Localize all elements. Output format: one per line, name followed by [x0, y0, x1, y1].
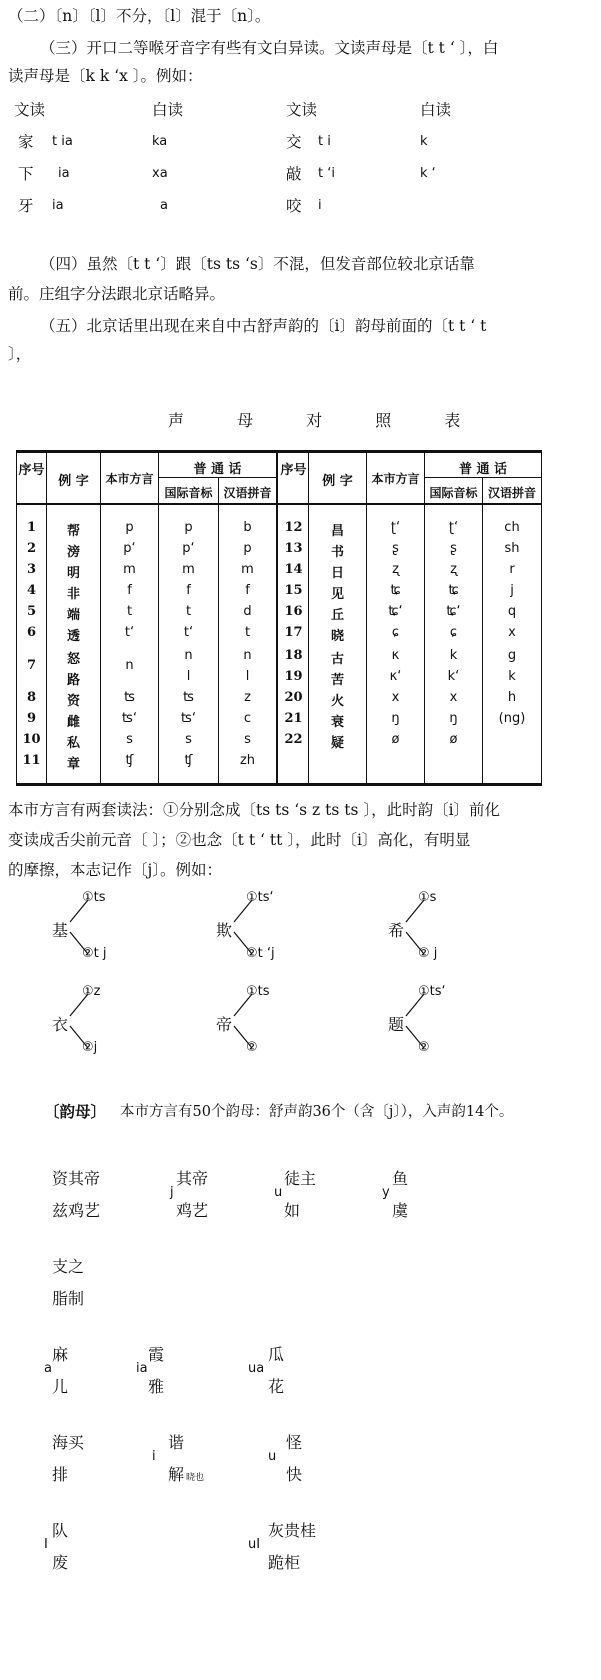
tree-char: 衣	[52, 1015, 69, 1034]
wenbai-header-3: 文读	[286, 101, 318, 119]
readings-line3: 的摩擦，本志记作〔j〕。例如：	[8, 861, 223, 879]
table-cell-pinyin: f	[245, 583, 250, 598]
table-cell-number: 16	[284, 604, 303, 619]
table-cell-pinyin: x	[508, 625, 516, 640]
finals-label: i	[152, 1449, 156, 1464]
table-cell-ipa: ø	[449, 732, 458, 747]
table-cell-pinyin: s	[244, 732, 251, 747]
tree-reading-2: ②t j	[82, 946, 107, 961]
table-cell-char: 雌	[66, 715, 80, 730]
header-lizi: 例 字	[322, 474, 353, 489]
table-cell-char: 丘	[330, 608, 344, 623]
table-cell-char: 私	[66, 736, 80, 751]
table-cell-number: 9	[26, 711, 37, 726]
table-cell-number: 1	[26, 520, 37, 535]
finals-example: 鸡艺	[176, 1201, 209, 1220]
finals-example: 如	[284, 1201, 301, 1220]
finals-example: 海买	[52, 1433, 85, 1452]
table-cell-pinyin: q	[507, 604, 517, 619]
table-cell-dialect: s	[126, 732, 133, 747]
table-cell-ipa: ŋ	[449, 711, 458, 726]
table-cell-dialect: t‘	[124, 625, 135, 640]
table-cell-dialect: t	[126, 604, 133, 619]
finals-label: y	[382, 1185, 390, 1200]
table-cell-char: 见	[330, 587, 344, 602]
finals-example: 快	[286, 1465, 303, 1484]
table-cell-dialect: ʂ	[392, 541, 399, 556]
wenbai-wen: t ia	[52, 134, 73, 149]
tree-reading-1: ①s	[418, 890, 437, 905]
finals-tag: 〔韵母〕	[44, 1102, 107, 1121]
table-cell-number: 7	[26, 658, 37, 673]
table-cell-number: 3	[26, 562, 37, 577]
table-cell-ipa: m	[182, 562, 195, 577]
header-ipa: 国际音标	[429, 486, 478, 500]
table-cell-pinyin: z	[244, 690, 251, 705]
table-cell-ipa: ʂ	[450, 541, 457, 556]
table-cell-dialect: ʨ	[390, 583, 401, 598]
header-putonghua: 普 通 话	[458, 462, 508, 477]
finals-example: 花	[268, 1377, 285, 1396]
tree-char: 题	[388, 1015, 405, 1034]
finals-label: ia	[136, 1361, 148, 1376]
table-cell-ipa: n	[184, 648, 193, 663]
table-cell-ipa: ʦ‘	[181, 711, 196, 726]
table-cell-pinyin: r	[509, 562, 515, 577]
table-sub-rule	[158, 477, 276, 478]
finals-label: I	[44, 1537, 48, 1552]
table-cell-char: 透	[66, 629, 80, 644]
table-cell-char: 非	[66, 587, 80, 602]
finals-label: u	[268, 1449, 277, 1464]
table-cell-number: 4	[26, 583, 37, 598]
wenbai-char: 下	[18, 165, 34, 183]
table-cell-pinyin: p	[243, 541, 252, 556]
table-cell-number: 22	[284, 732, 303, 747]
wenbai-bai: xa	[152, 166, 168, 181]
header-fangyan: 本市方言	[105, 472, 154, 486]
table-sub-rule	[424, 477, 542, 478]
para-3-line2: 读声母是〔k k ‘x 〕。例如：	[8, 67, 203, 85]
tree-reading-1: ①z	[82, 984, 101, 999]
table-cell-char: 疑	[330, 736, 344, 751]
tree-reading-2: ②	[246, 1040, 258, 1055]
wenbai-char: 牙	[18, 197, 34, 215]
table-cell-pinyin: t	[244, 625, 251, 640]
table-cell-char: 怒	[66, 652, 80, 667]
table-cell-dialect: ŋ	[391, 711, 400, 726]
readings-line1: 本市方言有两套读法：①分别念成〔ts ts ‘s z ts ts 〕，此时韵〔i〕前化	[8, 801, 501, 819]
table-cell-number: 15	[284, 583, 303, 598]
table-cell-dialect: ʨ‘	[388, 604, 403, 619]
table-cell-char: 章	[66, 757, 80, 772]
table-cell-ipa: t	[185, 604, 192, 619]
finals-example: 资其帝	[52, 1169, 101, 1188]
finals-label: uI	[248, 1537, 261, 1552]
table-cell-pinyin: d	[243, 604, 252, 619]
tree-reading-2: ② j	[418, 946, 438, 961]
table-cell-pinyin: c	[243, 711, 252, 726]
header-ipa: 国际音标	[164, 486, 213, 500]
table-cell-dialect: κ‘	[389, 669, 402, 684]
finals-example: 怪	[286, 1433, 303, 1452]
table-cell-char: 火	[330, 694, 344, 709]
finals-example: 麻	[52, 1345, 69, 1364]
table-vrule	[541, 450, 542, 786]
table-cell-ipa: ʈ‘	[448, 520, 459, 535]
header-lizi: 例 字	[58, 474, 89, 489]
table-cell-ipa: t‘	[183, 625, 194, 640]
tree-char: 希	[388, 921, 405, 940]
table-cell-number: 17	[284, 625, 303, 640]
header-pinyin: 汉语拼音	[223, 486, 272, 500]
table-cell-dialect: x	[391, 690, 400, 705]
table-bottom-rule	[16, 783, 542, 786]
header-putonghua: 普 通 话	[193, 462, 242, 477]
wenbai-header-2: 白读	[152, 101, 184, 119]
table-cell-ipa: x	[449, 690, 458, 705]
wenbai-wen: ia	[52, 198, 64, 213]
finals-label: a	[44, 1361, 52, 1376]
table-cell-pinyin: sh	[504, 541, 520, 556]
table-cell-number: 2	[26, 541, 37, 556]
table-cell-dialect: ʧ	[125, 753, 134, 768]
finals-example: 兹鸡艺	[52, 1201, 101, 1220]
table-cell-ipa: ʨ	[448, 583, 459, 598]
table-cell-char: 苦	[330, 673, 344, 688]
wenbai-header-1: 文读	[14, 101, 46, 119]
table-top-rule	[16, 450, 542, 453]
finals-annotation: 晓也	[186, 1473, 205, 1483]
finals-example: 支之	[52, 1257, 85, 1276]
table-cell-dialect: κ	[391, 648, 400, 663]
table-cell-dialect: p‘	[123, 541, 136, 556]
wenbai-wen: ia	[58, 166, 70, 181]
table-cell-dialect: ʈ‘	[390, 520, 401, 535]
para-3-line1: （三）开口二等喉牙音字有些有文白异读。文读声母是〔t t ‘ 〕，白	[40, 39, 499, 57]
tree-reading-1: ①ts‘	[246, 890, 274, 905]
table-cell-ipa: ʦ	[183, 690, 194, 705]
table-cell-ipa: p‘	[182, 541, 195, 556]
tree-reading-1: ①ts‘	[418, 984, 446, 999]
table-cell-pinyin: m	[241, 562, 254, 577]
table-cell-char: 衰	[330, 715, 344, 730]
table-cell-number: 6	[26, 625, 37, 640]
wenbai-char: 咬	[286, 197, 302, 215]
table-cell-pinyin: h	[507, 690, 517, 705]
header-xuhao: 序号	[280, 463, 307, 478]
table-cell-number: 18	[284, 648, 303, 663]
finals-example: 霞	[148, 1345, 165, 1364]
table-cell-char: 古	[330, 652, 344, 667]
wenbai-char: 敲	[286, 165, 302, 183]
table-cell-dialect: f	[127, 583, 132, 598]
table-cell-pinyin: k	[508, 669, 516, 684]
table-cell-char: 资	[66, 694, 80, 709]
table-header-rule	[16, 503, 542, 505]
table-cell-ipa: ʨ‘	[446, 604, 461, 619]
tree-reading-2: ②	[418, 1040, 430, 1055]
table-cell-number: 13	[284, 541, 303, 556]
table-cell-char: 帮	[66, 524, 80, 539]
para-4-line1: （四）虽然〔t t ‘〕跟〔ts ts ‘s〕不混，但发音部位较北京话靠	[40, 255, 475, 273]
table-cell-number: 8	[26, 690, 37, 705]
table-cell-dialect: ʦ‘	[122, 711, 137, 726]
tree-reading-1: ①ts	[82, 890, 106, 905]
table-cell-ipa: ɕ	[449, 625, 458, 640]
finals-example: 雅	[148, 1377, 165, 1396]
finals-example: 脂制	[52, 1289, 85, 1308]
table-center-rule	[276, 450, 278, 786]
finals-example: 儿	[52, 1377, 69, 1396]
table-cell-pinyin: g	[507, 648, 517, 663]
table-cell-dialect: ʦ	[124, 690, 135, 705]
finals-example: 解	[168, 1465, 185, 1484]
tree-char: 帝	[216, 1015, 233, 1034]
table-cell-char: 昌	[330, 524, 344, 539]
table-cell-char: 日	[330, 566, 344, 581]
table-cell-dialect: ʐ	[392, 562, 399, 577]
header-xuhao: 序号	[18, 463, 45, 478]
finals-example: 其帝	[176, 1169, 209, 1188]
finals-example: 队	[52, 1521, 69, 1540]
table-cell-pinyin: n	[243, 648, 252, 663]
header-pinyin: 汉语拼音	[487, 486, 536, 500]
table-cell-dialect: ø	[391, 732, 400, 747]
table-cell-number: 19	[284, 669, 303, 684]
table-cell-ipa: f	[186, 583, 191, 598]
wenbai-wen: t ‘i	[318, 166, 335, 181]
tree-reading-2: ②t ‘j	[246, 946, 275, 961]
table-cell-number: 5	[26, 604, 37, 619]
finals-example: 跪柜	[268, 1553, 301, 1572]
wenbai-bai: ka	[152, 134, 168, 149]
tree-reading-2: ②j	[82, 1040, 98, 1055]
wenbai-char: 家	[18, 133, 34, 151]
finals-label: ua	[248, 1361, 265, 1376]
table-cell-ipa: k‘	[447, 669, 460, 684]
table-cell-pinyin: j	[510, 583, 514, 598]
tree-reading-1: ①ts	[246, 984, 270, 999]
finals-example: 废	[52, 1553, 69, 1572]
table-cell-dialect: n	[125, 658, 134, 673]
tree-char: 欺	[216, 921, 233, 940]
para-5-line1: （五）北京话里出现在来自中古舒声韵的〔i〕韵母前面的〔t t ‘ t	[40, 317, 487, 335]
finals-intro: 本市方言有50个韵母：舒声韵36个（含〔j〕），入声韵14个。	[120, 1104, 514, 1120]
finals-label: u	[274, 1185, 283, 1200]
table-cell-ipa: l	[186, 669, 191, 684]
finals-example: 谐	[168, 1433, 185, 1452]
table-cell-pinyin: (ng)	[498, 711, 526, 726]
tree-char: 基	[52, 921, 69, 940]
wenbai-char: 交	[286, 133, 302, 151]
table-cell-char: 滂	[66, 545, 80, 560]
finals-example: 灰贵桂	[268, 1521, 317, 1540]
wenbai-header-4: 白读	[420, 101, 452, 119]
table-cell-pinyin: ch	[504, 520, 520, 535]
table-cell-char: 明	[66, 566, 80, 581]
table-cell-ipa: p	[184, 520, 193, 535]
table-cell-char: 端	[66, 608, 80, 623]
header-fangyan: 本市方言	[371, 472, 420, 486]
table-cell-number: 10	[22, 732, 41, 747]
table-title: 声 母 对 照 表	[168, 411, 485, 430]
wenbai-wen: i	[318, 198, 322, 213]
table-cell-ipa: s	[185, 732, 192, 747]
wenbai-bai: a	[160, 198, 168, 213]
readings-line2: 变读成舌尖前元音〔 〕；②也念〔t t ‘ tt 〕，此时〔i〕高化，有明显	[8, 831, 471, 849]
table-cell-ipa: ʧ	[184, 753, 193, 768]
finals-example: 鱼	[392, 1169, 409, 1188]
table-cell-char: 路	[66, 673, 80, 688]
table-cell-dialect: p	[125, 520, 134, 535]
wenbai-bai: k	[420, 134, 428, 149]
finals-label: j	[170, 1185, 174, 1200]
wenbai-bai: k ‘	[420, 166, 436, 181]
table-cell-char: 书	[330, 545, 344, 560]
table-cell-char: 晓	[330, 629, 344, 644]
finals-example: 瓜	[268, 1345, 285, 1364]
table-cell-dialect: ɕ	[391, 625, 400, 640]
para-4-line2: 前。庄组字分法跟北京话略异。	[8, 285, 226, 303]
table-cell-number: 20	[284, 690, 303, 705]
table-cell-number: 14	[284, 562, 303, 577]
finals-example: 徒主	[284, 1169, 317, 1188]
table-cell-pinyin: zh	[239, 753, 256, 768]
table-cell-ipa: k	[449, 648, 458, 663]
wenbai-wen: t i	[318, 134, 331, 149]
table-cell-number: 11	[22, 753, 41, 768]
table-cell-number: 21	[284, 711, 303, 726]
finals-example: 排	[52, 1465, 69, 1484]
table-cell-pinyin: l	[245, 669, 250, 684]
para-2: （二）〔n〕〔l〕不分，〔l〕混于〔n〕。	[8, 7, 271, 25]
table-cell-pinyin: b	[243, 520, 252, 535]
finals-example: 虞	[392, 1201, 409, 1220]
table-cell-ipa: ʐ	[450, 562, 457, 577]
table-cell-dialect: m	[123, 562, 136, 577]
para-5-line2: 〕，	[8, 345, 32, 363]
table-cell-number: 12	[284, 520, 303, 535]
